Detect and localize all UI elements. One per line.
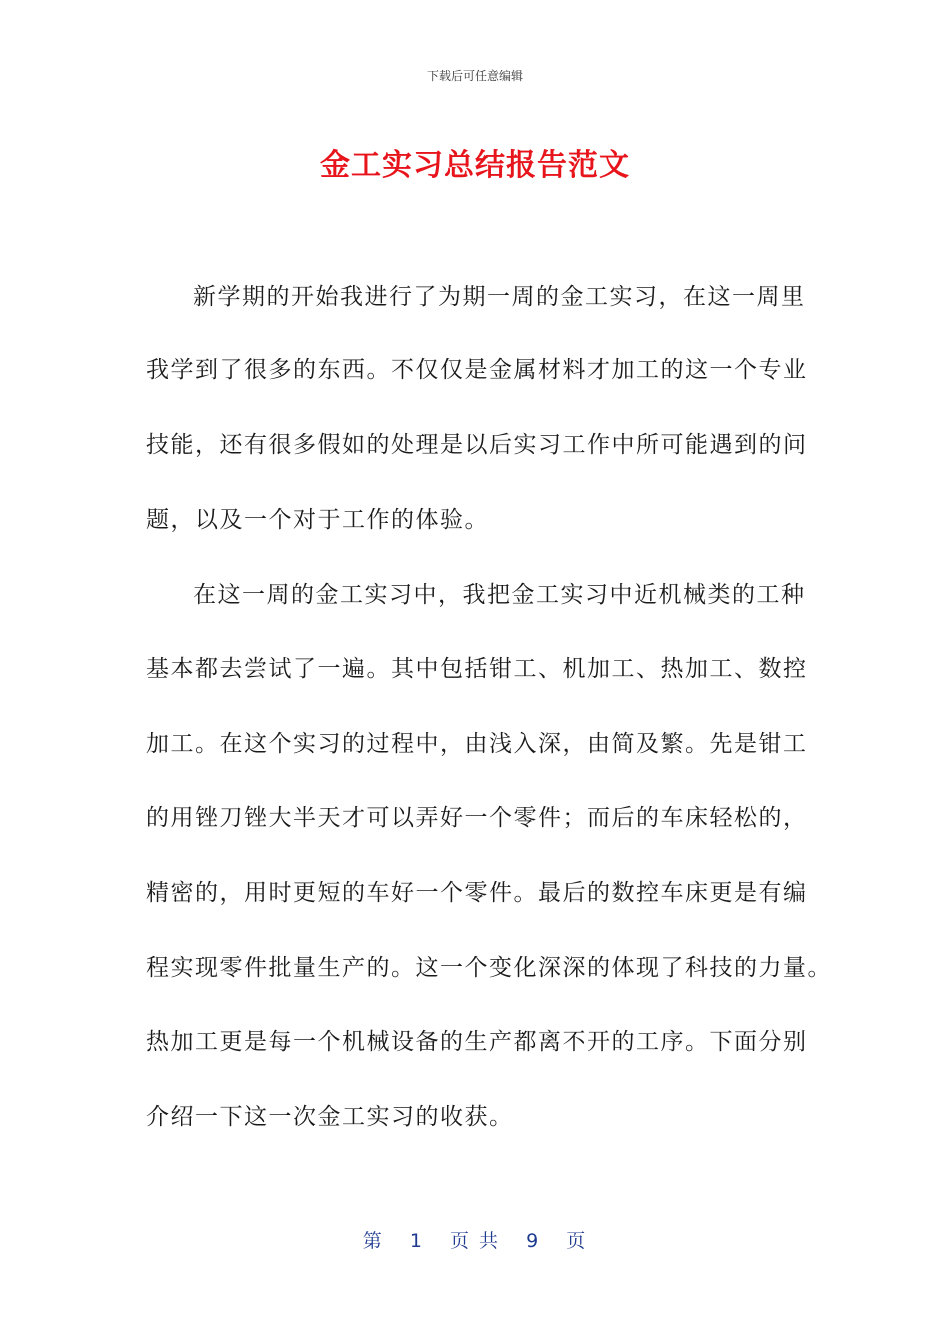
paragraph-2-line-4: 的用锉刀锉大半天才可以弄好一个零件；而后的车床轻松的， <box>146 805 808 831</box>
paragraph-2-line-5: 精密的，用时更短的车好一个零件。最后的数控车床更是有编 <box>146 880 808 906</box>
footer-total-pages: 9 <box>526 1230 541 1252</box>
document-title: 金工实习总结报告范文 <box>320 148 630 183</box>
paragraph-2-line-8: 介绍一下这一次金工实习的收获。 <box>146 1104 514 1130</box>
paragraph-2-line-1: 在这一周的金工实习中，我把金工实习中近机械类的工种 <box>193 582 806 608</box>
paragraph-1-line-4: 题，以及一个对于工作的体验。 <box>146 507 489 533</box>
paragraph-1-line-1: 新学期的开始我进行了为期一周的金工实习，在这一周里 <box>193 284 806 310</box>
page-footer <box>0 1226 950 1253</box>
paragraph-1-line-2: 我学到了很多的东西。不仅仅是金属材料才加工的这一个专业 <box>146 357 808 383</box>
footer-page-number: 1 <box>409 1230 424 1252</box>
page-header-note: 下载后可任意编辑 <box>426 69 523 83</box>
paragraph-2-line-3: 加工。在这个实习的过程中，由浅入深，由简及繁。先是钳工 <box>146 731 808 757</box>
footer-prefix: 第 <box>362 1230 384 1252</box>
paragraph-2-line-7: 热加工更是每一个机械设备的生产都离不开的工序。下面分别 <box>146 1029 808 1055</box>
paragraph-2-line-6: 程实现零件批量生产的。这一个变化深深的体现了科技的力量。 <box>146 955 832 981</box>
footer-suffix: 页 <box>566 1230 588 1252</box>
footer-middle: 页 共 <box>449 1230 501 1252</box>
paragraph-1-line-3: 技能，还有很多假如的处理是以后实习工作中所可能遇到的问 <box>146 432 808 458</box>
paragraph-2-line-2: 基本都去尝试了一遍。其中包括钳工、机加工、热加工、数控 <box>146 656 808 682</box>
